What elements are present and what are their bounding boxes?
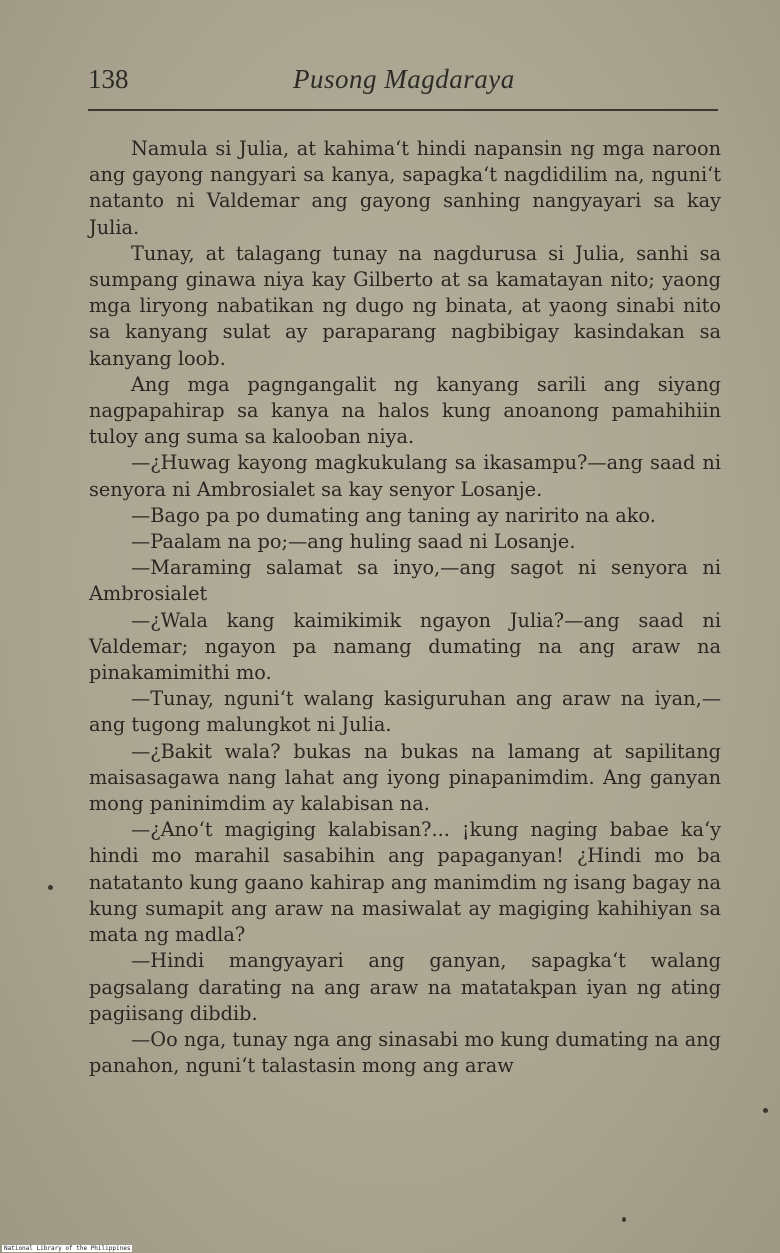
body-text bbox=[89, 136, 721, 1079]
paragraph: —¿Wala kang kaimikimik ngayon Julia?—ang saad ni Valdemar; ngayon pa namang dumating na ang araw na pinakamimithi mo. bbox=[89, 608, 721, 685]
paragraph: —Oo nga, tunay nga ang sinasabi mo kung dumating na ang panahon, nguni‘t talastasin mong ang araw bbox=[89, 1027, 721, 1078]
paragraph: —Tunay, nguni‘t walang kasiguruhan ang araw na iyan,—ang tugong malungkot ni Julia. bbox=[89, 687, 721, 737]
paragraph: Namula si Julia, at kahima‘t hindi napansin ng mga naroon ang gayong nangyari sa kanya, sapagka‘t nagdidilim na, nguni‘t natanto ni Valdemar ang gayong sanhing nangyayari sa kay Julia. bbox=[89, 137, 721, 239]
paragraph: —Hindi mangyayari ang ganyan, sapagka‘t walang pagsalang darating na ang araw na matatakpan iyan ng ating pagiisang dibdib. bbox=[89, 949, 721, 1025]
paragraph: —¿Ano‘t magiging kalabisan?... ¡kung naging babae ka‘y hindi mo marahil sasabihin ang papaganyan! ¿Hindi mo ba natatanto kung gaano kahirap ang manimdim ng isang bagay na kung sumapit ang araw na masiwalat ay magiging kahihiyan sa mata ng madla? bbox=[89, 818, 721, 947]
footer-credit: National Library of the Philippines bbox=[4, 1245, 131, 1252]
paper-speck bbox=[48, 885, 53, 890]
paper-speck bbox=[622, 1217, 626, 1222]
paragraph: —Bago pa po dumating ang taning ay naririto na ako. bbox=[131, 503, 656, 527]
paragraph: —Paalam na po;—ang huling saad ni Losanje. bbox=[131, 530, 576, 554]
page-header bbox=[88, 64, 720, 104]
paragraph: —¿Bakit wala? bukas na bukas na lamang at sapilitang maisasagawa nang lahat ang iyong pinapanimdim. Ang ganyan mong paninimdim ay kalabisan na. bbox=[89, 739, 721, 816]
header-rule bbox=[88, 109, 718, 111]
page-number: 138 bbox=[88, 64, 129, 94]
paper-speck bbox=[763, 1108, 768, 1113]
paragraph: Ang mga pagngangalit ng kanyang sarili ang siyang nagpapahirap sa kanya na halos kung anoanong pamahihiin tuloy ang suma sa kalooban niya. bbox=[89, 372, 721, 449]
paragraph: Tunay, at talagang tunay na nagdurusa si Julia, sanhi sa sumpang ginawa niya kay Gilberto at sa kamatayan nito; yaong mga liryong nabatikan ng dugo ng binata, at yaong sinabi nito sa kanyang sulat ay paraparang nagbibigay kasindakan sa kanyang loob. bbox=[89, 241, 721, 370]
running-title: Pusong Magdaraya bbox=[293, 64, 515, 94]
paragraph: —Maraming salamat sa inyo,—ang sagot ni senyora ni Ambrosialet bbox=[89, 556, 721, 606]
paragraph: —¿Huwag kayong magkukulang sa ikasampu?—ang saad ni senyora ni Ambrosialet sa kay senyor Losanje. bbox=[89, 451, 721, 501]
